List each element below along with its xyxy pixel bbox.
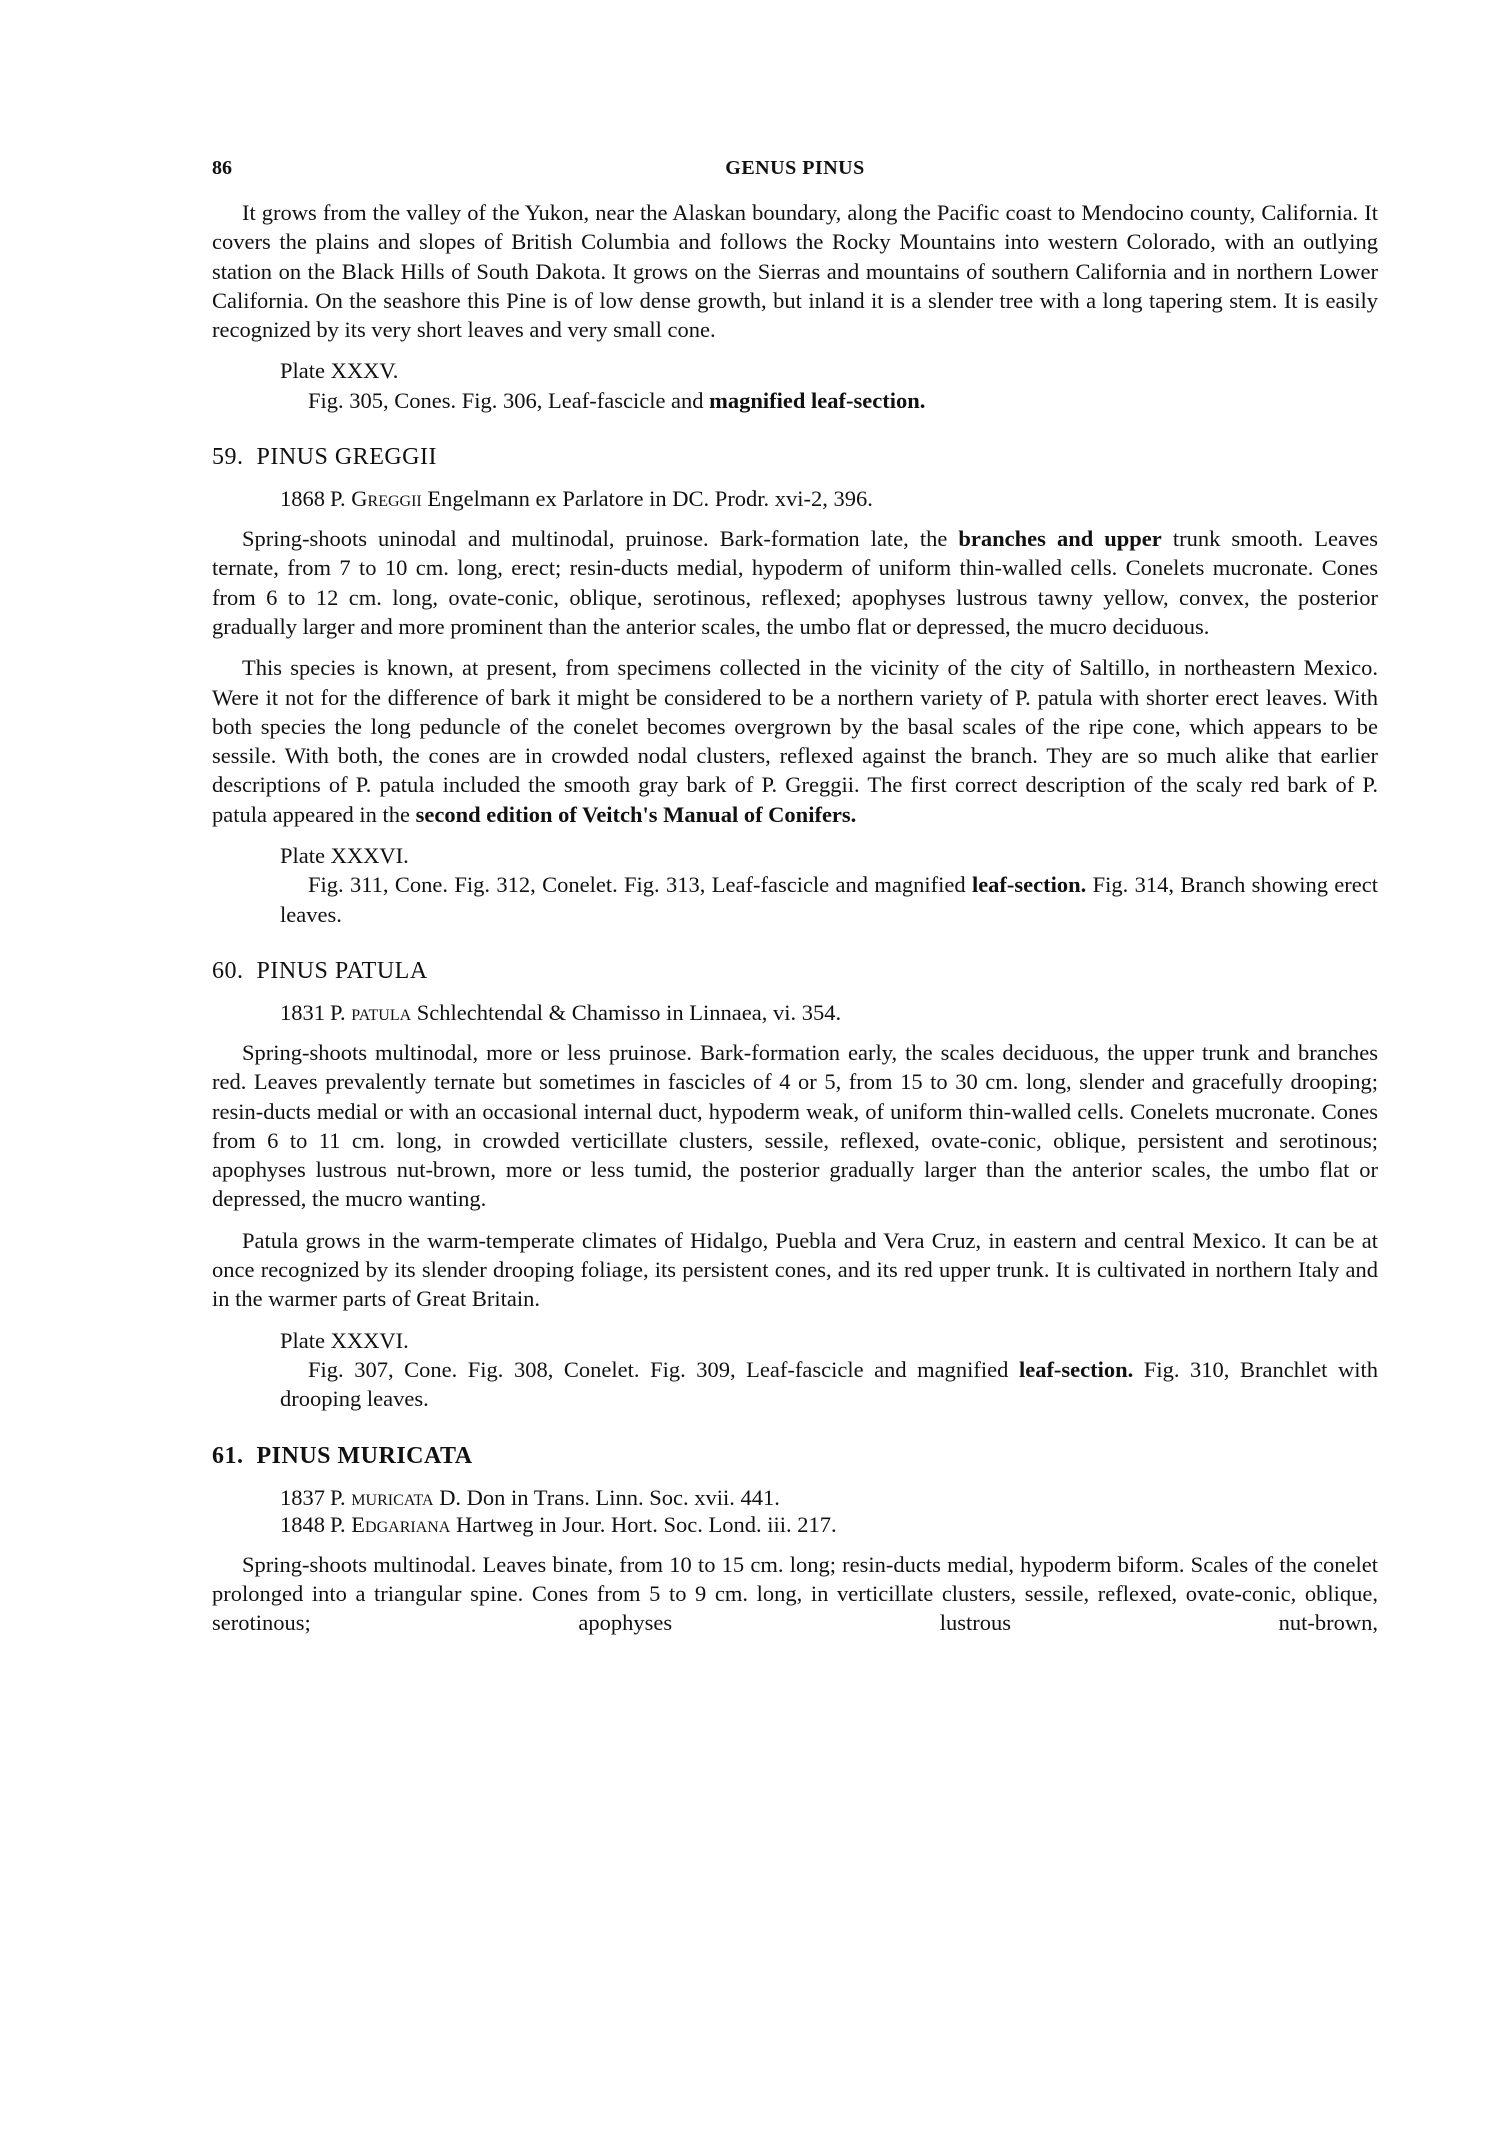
- plate-reference: Plate XXXV.: [280, 358, 399, 384]
- figure-references: [212, 386, 1378, 415]
- synonym-citation: D. Don in Trans. Linn. Soc. xvii. 441.: [433, 1484, 780, 1510]
- species-number: 60.: [212, 957, 244, 984]
- notes-text-bold: second edition of Veitch's Manual of Conifers.: [415, 801, 857, 827]
- species-description: Spring-shoots multinodal, more or less pruinose. Bark-formation early, the scales deciduous, the upper trunk and branches red. Leaves prevalently ternate but sometimes in fascicles of 4 or 5, from 15 to 30 cm. long, slender and gracefully drooping; resin-ducts medial or with an occasional internal duct, hypoderm weak, of uniform thin-walled cells. Conelets mucronate. Cones from 6 to 11 cm. long, in crowded verticillate clusters, sessile, reflexed, ovate-conic, oblique, persistent and serotinous; apophyses lustrous nut-brown, more or less tumid, the posterior gradually larger than the anterior scales, the umbo flat or depressed, the mucro wanting.: [212, 1039, 1378, 1212]
- plate-reference: Plate XXXVI.: [280, 843, 409, 869]
- running-head: [212, 154, 1378, 184]
- species-description: [212, 524, 1378, 641]
- synonym-epithet: Greggii: [351, 486, 422, 512]
- species-description: Spring-shoots multinodal. Leaves binate, from 10 to 15 cm. long; resin-ducts medial, hypoderm biform. Scales of the conelet prolonged into a triangular spine. Cones from 5 to 9 cm. long, in verticillate clusters, sessile, reflexed, ovate-conic, oblique, serotinous; apophyses lustrous nut-brown,: [212, 1551, 1378, 1636]
- figure-text: Fig. 314, Branch showing erect leaves.: [280, 872, 1378, 927]
- figure-text: Fig. 311, Cone. Fig. 312, Conelet. Fig. 313, Leaf-fascicle and magnified: [308, 872, 972, 898]
- figure-references: [212, 1355, 1378, 1414]
- figure-text: Fig. 307, Cone. Fig. 308, Conelet. Fig. 309, Leaf-fascicle and magnified: [308, 1356, 1019, 1382]
- species-name: PINUS MURICATA: [256, 1442, 473, 1469]
- figure-text-bold: leaf-section.: [971, 872, 1087, 898]
- synonym-citation: Schlechtendal & Chamisso in Linnaea, vi. 354.: [411, 999, 842, 1025]
- synonym-prefix: P.: [330, 1511, 352, 1537]
- plate-reference: Plate XXXVI.: [280, 1327, 409, 1353]
- species-name: PINUS PATULA: [256, 957, 428, 984]
- species-notes: [212, 653, 1378, 829]
- species-section-muricata: [212, 1440, 1378, 1638]
- synonym-line: [212, 999, 1378, 1026]
- page-number: 86: [212, 157, 232, 179]
- species-section-greggii: [212, 441, 1378, 929]
- species-heading: [212, 955, 1378, 987]
- synonym-citation: Hartweg in Jour. Hort. Soc. Lond. iii. 217.: [450, 1511, 837, 1537]
- synonym-year: 1837: [280, 1484, 325, 1510]
- synonym-epithet: Edgariana: [351, 1511, 451, 1537]
- synonym-epithet: muricata: [351, 1484, 434, 1510]
- figure-text: Fig. 305, Cones. Fig. 306, Leaf-fascicle and: [308, 387, 710, 413]
- species-heading: [212, 441, 1378, 473]
- species-notes: Patula grows in the warm-temperate climates of Hidalgo, Puebla and Vera Cruz, in eastern and central Mexico. It can be at once recognized by its slender drooping foliage, its persistent cones, and its red upper trunk. It is cultivated in northern Italy and in the warmer parts of Great Britain.: [212, 1227, 1378, 1312]
- figure-text: Fig. 310, Branchlet with drooping leaves.: [280, 1356, 1378, 1412]
- figure-references: [212, 870, 1378, 929]
- synonym-prefix: P.: [330, 1484, 352, 1510]
- species-number: 61.: [212, 1442, 244, 1469]
- species-number: 59.: [212, 444, 244, 471]
- book-page: [212, 154, 1378, 1637]
- figure-text-bold: leaf-section.: [1018, 1356, 1134, 1382]
- synonym-prefix: P.: [330, 999, 352, 1025]
- synonym-year: 1831: [280, 999, 325, 1025]
- synonym-year: 1868: [280, 486, 325, 512]
- synonym-citation: Engelmann ex Parlatore in DC. Prodr. xvi-2, 396.: [421, 486, 873, 512]
- notes-text: This species is known, at present, from specimens collected in the vicinity of the city of Saltillo, in northeastern Mexico. Were it not for the difference of bark it might be considered to be a northern variety of P. patula with shorter erect leaves. With both species the long peduncle of the conelet becomes overgrown by the basal scales of the ripe cone, which appears to be sessile. With both, the cones are in crowded nodal clusters, reflexed against the branch. They are so much alike that earlier descriptions of P. patula included the smooth gray bark of P. Greggii. The first correct description of the scaly red bark of P. patula appeared in the: [212, 655, 1378, 827]
- species-section-patula: [212, 955, 1378, 1414]
- species-heading: [212, 1440, 1378, 1472]
- synonym-line: [212, 1484, 1378, 1511]
- description-text-bold: branches and upper: [958, 526, 1162, 552]
- description-text: trunk smooth. Leaves ternate, from 7 to 10 cm. long, erect; resin-ducts medial, hypoderm of uniform thin-walled cells. Conelets mucronate. Cones from 6 to 12 cm. long, ovate-conic, oblique, serotinous, reflexed; apophyses lustrous tawny yellow, convex, the posterior gradually larger and more prominent than the anterior scales, the umbo flat or depressed, the mucro deciduous.: [212, 526, 1379, 639]
- figure-text-bold: magnified leaf-section.: [709, 387, 926, 413]
- running-title: GENUS PINUS: [725, 157, 865, 179]
- species-name: PINUS GREGGII: [256, 444, 437, 471]
- synonym-line: [212, 485, 1378, 512]
- synonym-year: 1848: [280, 1511, 325, 1537]
- description-text: Spring-shoots uninodal and multinodal, pruinose. Bark-formation late, the: [242, 526, 959, 552]
- synonym-line: [212, 1511, 1378, 1538]
- intro-paragraph: It grows from the valley of the Yukon, near the Alaskan boundary, along the Pacific coast to Mendocino county, California. It covers the plains and slopes of British Columbia and follows the Rocky Mountains into western Colorado, with an outlying station on the Black Hills of South Dakota. It grows on the Sierras and mountains of southern California and in northern Lower California. On the seashore this Pine is of low dense growth, but inland it is a slender tree with a long tapering stem. It is easily recognized by its very short leaves and very small cone.: [212, 200, 1378, 343]
- synonym-epithet: patula: [351, 999, 412, 1025]
- synonym-prefix: P.: [330, 486, 352, 512]
